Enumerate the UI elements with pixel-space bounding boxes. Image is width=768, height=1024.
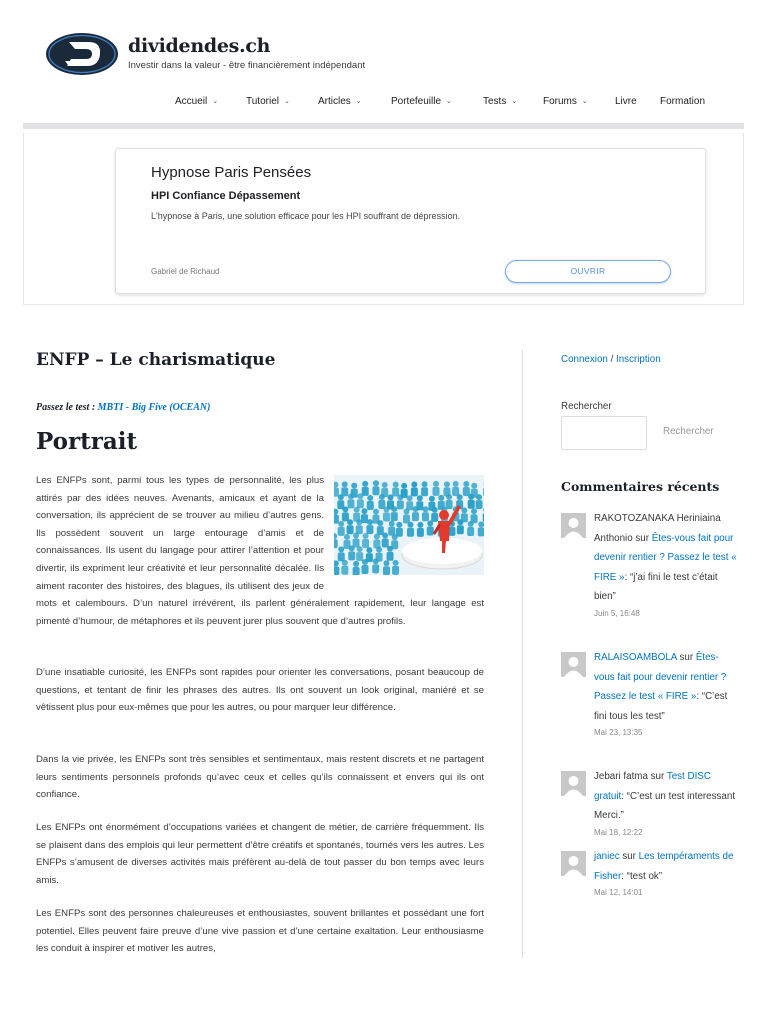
crowd-figure-body <box>334 566 339 575</box>
crowd-figure-head <box>374 534 380 540</box>
comment-post-link[interactable]: Les tempéraments de Fisher <box>594 851 734 882</box>
crowd-figure-head <box>457 494 463 500</box>
crowd-figure-head <box>344 534 350 540</box>
crowd-figure-body <box>463 487 470 496</box>
avatar <box>561 851 586 876</box>
comment-sur: sur <box>632 532 652 544</box>
crowd-figure-body <box>391 512 398 521</box>
crowd-figure-head <box>438 495 444 501</box>
chevron-down-icon: ⌄ <box>283 98 290 105</box>
crowd-figure-body <box>392 566 399 575</box>
crowd-figure-head <box>373 480 379 486</box>
nav-label: Portefeuille <box>391 96 442 107</box>
crowd-figure-head <box>407 522 413 528</box>
crowd-figure-body <box>387 552 394 561</box>
chevron-down-icon: ⌄ <box>511 98 518 105</box>
crowd-figure-body <box>353 567 360 575</box>
crowd-figure-head <box>353 561 359 567</box>
default-avatar-icon <box>561 513 586 538</box>
comment-text <box>594 509 738 621</box>
default-avatar-icon <box>561 851 586 876</box>
crowd-figure-body <box>356 552 363 561</box>
crowd-figure-head <box>362 559 368 565</box>
recent-comments-title: Commentaires récents <box>561 479 720 494</box>
take-test-line <box>36 402 210 413</box>
crowd-figure-body <box>483 487 484 496</box>
search-input[interactable] <box>561 416 647 450</box>
crowd-figure-head <box>463 481 469 487</box>
crowd-figure-body <box>467 527 474 536</box>
crowd-figure-body <box>383 566 390 575</box>
search-button[interactable]: Rechercher <box>663 426 714 437</box>
crowd-figure-head <box>382 482 388 488</box>
crowd-figure-head <box>362 481 368 487</box>
crowd-figure-body <box>427 526 434 535</box>
crowd-figure-body <box>362 565 369 574</box>
crowd-figure-head <box>351 483 357 489</box>
crowd-figure-body <box>362 487 369 496</box>
article-paragraph: Les ENFPs sont des personnes chaleureuses et enthousiastes, souvent brillantes et possédant une fort potentiel. Elles peuvent faire preuve d’une vive passion et d’une certaine exaltation. Leur enthousiasme les conduit à inspirer et motiver les autres, <box>36 908 484 955</box>
crowd-figure-body <box>433 487 440 496</box>
nav-label: Formation <box>660 96 706 107</box>
crowd-figure-head <box>444 481 450 487</box>
register-link[interactable]: Inscription <box>616 354 661 365</box>
crowd-figure-head <box>342 481 348 487</box>
crowd-figure-head <box>427 520 433 526</box>
avatar <box>561 513 586 538</box>
article-paragraph: D’une insatiable curiosité, les ENFPs sont rapides pour orienter les conversations, posant beaucoup de questions, et tentant de finir les phrases des autres. Ils ont souvent un look original, maniéré et se vêtissent plus pour eux-mêmes que pour les autres, ou pour marquer leur différence. <box>36 667 484 714</box>
crowd-figure-head <box>417 522 423 528</box>
nav-item-forums[interactable] <box>543 96 588 107</box>
crowd-figure-head <box>373 558 379 564</box>
crowd-figure-head <box>461 507 467 513</box>
crowd-figure-body <box>392 487 399 496</box>
crowd-figure-head <box>393 481 399 487</box>
crowd-figure-head <box>342 560 348 566</box>
crowd-figure-head <box>422 506 428 512</box>
crowd-figure-body <box>417 528 424 537</box>
column-divider <box>522 350 523 974</box>
nav-item-tutoriel[interactable] <box>246 96 290 107</box>
avatar <box>561 771 586 796</box>
nav-label: Articles <box>318 96 351 107</box>
comment-date: Mai 12, 14:01 <box>594 888 643 897</box>
crowd-figure-head <box>478 521 484 527</box>
crowd-figure-body <box>347 499 354 508</box>
crowd-figure-head <box>476 494 482 500</box>
nav-label: Tutoriel <box>246 96 279 107</box>
crowd-figure-head <box>392 534 398 540</box>
crowd-figure-head <box>453 481 459 487</box>
ad-description: L'hypnose à Paris, une solution efficace pour les HPI souffrant de dépression. <box>151 211 461 221</box>
crowd-figure-head <box>361 508 367 514</box>
site-tagline: Investir dans la valeur - être financièrement indépendant <box>128 60 366 71</box>
comment-text <box>594 648 738 740</box>
crowd-figure-head <box>382 533 388 539</box>
nav-label: Forums <box>543 96 577 107</box>
crowd-figure-body <box>412 512 419 521</box>
crowd-figure-head <box>391 506 397 512</box>
crowd-figure-body <box>411 487 418 496</box>
crowd-figure-body <box>348 551 355 560</box>
post-title: ENFP – Le charismatique <box>36 350 276 370</box>
crowd-figure-body <box>407 528 414 537</box>
crowd-figure-body <box>362 539 369 548</box>
crowd-figure-head <box>432 507 438 513</box>
crowd-figure-body <box>357 499 364 508</box>
crowd-figure-body <box>382 539 389 548</box>
crowd-figure-head <box>457 519 463 525</box>
crowd-figure-head <box>383 560 389 566</box>
nav-item-articles[interactable] <box>318 96 362 107</box>
crowd-figure-head <box>367 495 373 501</box>
crowd-figure-head <box>471 508 477 514</box>
chevron-down-icon: ⌄ <box>581 98 588 105</box>
site-header <box>0 0 768 124</box>
chevron-down-icon: ⌄ <box>355 98 362 105</box>
crowd-figure-head <box>366 547 372 553</box>
ad-open-button[interactable]: OUVRIR <box>505 260 671 283</box>
crowd-figure-head <box>357 546 363 552</box>
crowd-figure-head <box>377 520 383 526</box>
crowd-figure-head <box>348 493 354 499</box>
big-five-test-link[interactable]: Big Five (OCEAN) <box>131 402 211 413</box>
crowd-figure-head <box>468 494 474 500</box>
comment-excerpt: : “test ok” <box>621 870 663 882</box>
crowd-figure-head <box>338 494 344 500</box>
crowd-figure-head <box>387 546 393 552</box>
crowd-figure-body <box>468 500 475 509</box>
paragraph-text: Les ENFPs sont, parmi tous les types de personnalité, les plus attirés par des idées neuves. Avenants, amicaux et ayant de la conversation, ils apprécient de se trouver au milieu d’autres gens. Ils possèdent souvent un large entourage d’amis et de connaissances. Ils usent du langage pour attirer l’attention et pour divertir, ils expriment leur créativité et leur personnalité décalée. Ils aiment raconter des histoires, des blagues, ils utilisent des jeux de mots et calembours. D’un naturel irrévérent, ils parlent généralement rapidement, leur langage est pimenté d’humour, de métaphores et ils peuvent jurer plus souvent que d’autres profils. <box>36 475 484 627</box>
login-links <box>561 354 661 365</box>
chevron-down-icon: ⌄ <box>212 98 219 105</box>
crowd-figure-body <box>334 539 338 548</box>
crowd-figure-head <box>387 494 393 500</box>
crowd-figure-head <box>356 519 362 525</box>
crowd-figure-head <box>353 533 359 539</box>
crowd-figure-body <box>342 512 349 521</box>
test-separator: - <box>123 402 132 413</box>
crowd-figure-body <box>478 527 484 536</box>
article-paragraph: Les ENFPs ont énormément d’occupations variées et changent de métier, de carrière fréquemment. Ils se plaisent dans des emplois qui leur permettent d’être créatifs et spontanés, tournés vers les autres. Les ENFPs s’amusent de diverses activités mais préfèrent au-delà de tout passer du bon temps avec leurs amis. <box>36 822 484 886</box>
comment-excerpt: : “j’ai fini le test c’était bien” <box>594 571 718 602</box>
comment-excerpt: : “C’est fini tous les test” <box>594 691 728 722</box>
crowd-figure-head <box>347 519 353 525</box>
nav-item-portefeuille[interactable] <box>391 96 452 107</box>
comment-sur: sur <box>619 851 639 862</box>
crowd-figure-body <box>341 566 348 575</box>
nav-label: Tests <box>483 96 507 107</box>
comment-date: Mai 23, 13:35 <box>594 728 643 737</box>
default-avatar-icon <box>561 652 586 677</box>
crowd-figure-head <box>433 481 439 487</box>
crowd-figure-body <box>483 513 484 522</box>
comment-date: Mai 18, 12:22 <box>594 827 643 837</box>
nav-item-accueil[interactable] <box>175 96 218 107</box>
nav-item-livre[interactable] <box>615 96 637 107</box>
crowd-figure-body <box>457 525 464 534</box>
main-nav <box>0 96 768 112</box>
crowd-figure-head <box>407 495 413 501</box>
crowd-figure-head <box>367 519 373 525</box>
ad-card[interactable] <box>115 148 706 294</box>
crowd-figure-head <box>363 533 369 539</box>
crowd-figure-head <box>349 545 355 551</box>
crowd-figure-head <box>338 546 344 552</box>
crowd-figure-head <box>446 494 452 500</box>
header-divider <box>23 123 744 129</box>
comment-date: Juin 5, 16:48 <box>594 608 640 618</box>
crowd-figure-body <box>422 512 429 521</box>
ad-subtitle: HPI Confiance Dépassement <box>151 190 301 202</box>
crowd-figure-head <box>411 481 417 487</box>
login-link[interactable]: Connexion <box>561 354 608 365</box>
ad-title[interactable]: Hypnose Paris Pensées <box>151 164 312 181</box>
comment-author-link[interactable]: RALAISOAMBOLA <box>594 652 677 663</box>
crowd-figure-head <box>342 506 348 512</box>
comment-text <box>594 767 738 840</box>
crowd-figure-head <box>396 522 402 528</box>
crowd-figure-body <box>366 525 373 534</box>
login-separator: / <box>607 354 617 365</box>
comment-excerpt: : “C’est un test interessant Merci.” <box>594 790 736 821</box>
ad-container <box>23 133 744 305</box>
crowd-figure-head <box>338 521 344 527</box>
avatar <box>561 652 586 677</box>
crowd-figure-head <box>403 509 409 515</box>
crowd-figure-body <box>334 515 339 524</box>
section-title-portrait: Portrait <box>36 428 138 455</box>
crowd-figure-body <box>372 486 379 495</box>
nav-label: Accueil <box>175 96 208 107</box>
mbti-test-link[interactable]: MBTI <box>97 402 124 413</box>
search-label: Rechercher <box>561 401 612 412</box>
comment-post-link[interactable]: Êtes-vous fait pour devenir rentier ? Passez le test « FIRE » <box>594 532 737 583</box>
nav-item-formation[interactable] <box>660 96 705 107</box>
crowd-figure-body <box>383 513 390 522</box>
crowd-figure-body <box>372 564 379 573</box>
nav-item-tests[interactable] <box>483 96 517 107</box>
crowd-figure-head <box>422 481 428 487</box>
crowd-figure-head <box>471 483 477 489</box>
crowd-figure-head <box>383 507 389 513</box>
crowd-figure-head <box>397 494 403 500</box>
crowd-figure-body <box>397 500 404 509</box>
crowd-leader-image <box>334 475 484 575</box>
crowd-figure-body <box>338 527 345 536</box>
crowd-figure-head <box>417 495 423 501</box>
crowd-figure-body <box>367 501 374 510</box>
crowd-figure-body <box>388 527 395 536</box>
site-title[interactable]: dividendes.ch <box>128 35 271 57</box>
comment-author: RAKOTOZANAKA Heriniaina Anthonio <box>594 513 721 544</box>
crowd-figure-head <box>429 496 435 502</box>
crowd-figure-body <box>476 500 483 509</box>
article-paragraph: Dans la vie privée, les ENFPs sont très sensibles et sentimentaux, mais restent discrets et ne partagent leurs sentiments personnels profonds qu’avec ceux et celles qu’ils connaissent et envers qui ils ont confiance. <box>36 754 484 801</box>
chevron-down-icon: ⌄ <box>446 98 452 105</box>
crowd-figure-head <box>376 547 382 553</box>
crowd-figure-head <box>401 483 407 489</box>
crowd-figure-head <box>379 494 385 500</box>
default-avatar-icon <box>561 771 586 796</box>
crowd-figure-body <box>431 513 438 522</box>
crowd-figure-head <box>393 560 399 566</box>
crowd-figure-head <box>412 506 418 512</box>
ad-advertiser: Gabriel de Richaud <box>151 267 220 276</box>
crowd-figure-head <box>357 493 363 499</box>
crowd-figure-head <box>389 521 395 527</box>
comment-author: Jebari fatma <box>594 771 648 782</box>
crowd-figure-body <box>421 487 428 496</box>
crowd-figure-body <box>334 488 339 497</box>
comment-post-link[interactable]: Test DISC gratuit <box>594 771 711 802</box>
page-bottom-blank <box>0 958 768 1024</box>
nav-label: Livre <box>615 96 637 107</box>
crowd-figure-body <box>347 525 354 534</box>
comment-text <box>594 847 738 900</box>
crowd-figure-head <box>373 509 379 515</box>
comment-author-link[interactable]: janiec <box>594 851 620 862</box>
crowd-figure-head <box>468 521 474 527</box>
test-prefix: Passez le test : <box>36 402 98 413</box>
crowd-figure-head <box>354 507 360 513</box>
dividendes-logo-icon[interactable] <box>45 32 119 76</box>
article-paragraph <box>36 472 484 630</box>
comment-post-link[interactable]: Êtes-vous fait pour devenir rentier ? Passez le test « FIRE » <box>594 652 727 702</box>
comment-sur: sur <box>676 652 696 663</box>
comment-sur: sur <box>647 771 667 782</box>
